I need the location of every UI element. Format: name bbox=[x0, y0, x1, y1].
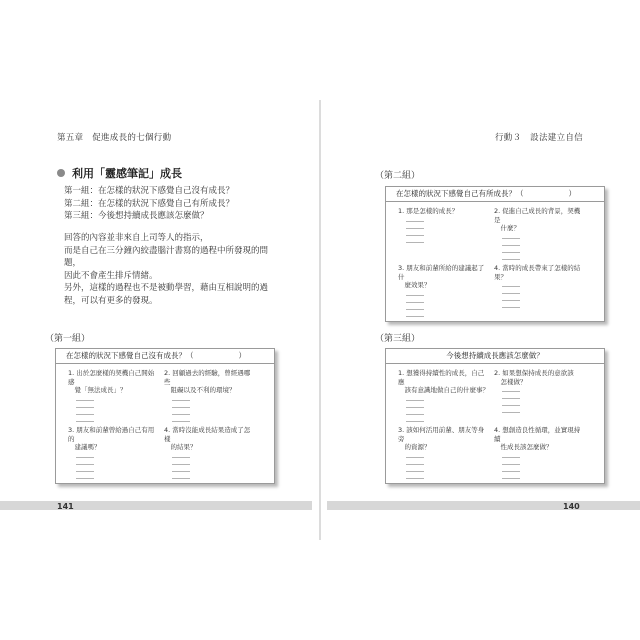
prompt-cell bbox=[398, 426, 490, 482]
footer-strip-right bbox=[327, 501, 640, 510]
answer-lines: ――― ――― ――― ――― bbox=[76, 453, 94, 482]
prompt-text: 2. 促進自己成長的背景，契機是 什麼？ bbox=[494, 207, 581, 232]
question-item: 第三組：今後想持續成長應該怎麼做？ bbox=[64, 211, 209, 221]
card-grid bbox=[386, 364, 604, 482]
bullet-icon bbox=[57, 169, 65, 177]
paragraph-line: 程，可以有更多的發現。 bbox=[64, 295, 158, 306]
card-title: 今後想持續成長應該怎麼做？ bbox=[386, 349, 604, 364]
section-heading bbox=[57, 165, 182, 181]
prompt-text: 4. 當時沒能成長結果造成了怎樣 的結果？ bbox=[164, 426, 251, 451]
question-list bbox=[64, 185, 304, 223]
prompt-cell bbox=[68, 369, 160, 425]
answer-lines: ――― ――― ――― ――― bbox=[502, 234, 520, 263]
answer-lines: ――― ――― ――― ――― bbox=[406, 217, 424, 246]
paragraph-line: 因此不會產生排斥情緒。 bbox=[64, 270, 158, 281]
page-number-left: 141 bbox=[57, 502, 74, 511]
answer-lines: ――― ――― ――― ――― bbox=[502, 453, 520, 482]
book-gutter bbox=[319, 100, 321, 540]
worksheet-card-3 bbox=[385, 348, 605, 484]
paragraph-line: 而是自己在三分鐘內絞盡腦汁書寫的過程中所發現的問 bbox=[64, 245, 269, 256]
worksheet-card-2 bbox=[385, 186, 605, 322]
group-label-1: （第一組） bbox=[45, 334, 91, 344]
prompt-text: 3. 朋友和前輩所給的建議起了什 麼效果？ bbox=[398, 264, 485, 289]
prompt-cell bbox=[398, 207, 490, 246]
answer-lines: ――― ――― ――― ――― bbox=[76, 396, 94, 425]
prompt-cell bbox=[68, 426, 160, 482]
prompt-cell bbox=[494, 426, 586, 482]
question-item: 第二組：在怎樣的狀況下感覺自己有所成長？ bbox=[64, 198, 235, 209]
paragraph-line: 題， bbox=[64, 258, 82, 268]
running-header-left: 第五章 促進成長的七個行動 bbox=[57, 133, 172, 143]
prompt-text: 1. 想獲得持續性的成長，自己應 該有意識地做自己的什麼事？ bbox=[398, 369, 489, 394]
worksheet-card-1 bbox=[55, 348, 275, 484]
prompt-text: 1. 出於怎麼樣的契機自己開始感 覺「無法成長」？ bbox=[68, 369, 155, 394]
card-title: 在怎樣的狀況下感覺自己沒有成長？（ ） bbox=[56, 349, 274, 364]
card-grid bbox=[56, 364, 274, 482]
card-title: 在怎樣的狀況下感覺自己有所成長？（ ） bbox=[386, 187, 604, 202]
prompt-cell bbox=[398, 369, 490, 425]
prompt-text: 3. 該如何活用前輩、朋友等身旁 的資源？ bbox=[398, 426, 485, 451]
paragraph-line: 另外，這樣的過程也不是被動學習，藉由互相說明的過 bbox=[64, 283, 269, 293]
prompt-text: 1. 那是怎樣的成長？ bbox=[398, 207, 459, 215]
prompt-cell bbox=[494, 207, 586, 263]
prompt-cell bbox=[494, 264, 586, 311]
answer-lines: ――― ――― ――― ――― bbox=[172, 453, 190, 482]
prompt-text: 2. 如果想保持成長的意欲該 怎樣做？ bbox=[494, 369, 574, 386]
card-grid bbox=[386, 202, 604, 320]
answer-lines: ――― ――― ――― ――― bbox=[406, 291, 424, 320]
page-number-right: 140 bbox=[563, 502, 580, 511]
prompt-cell bbox=[494, 369, 586, 416]
body-paragraph bbox=[64, 232, 304, 307]
answer-lines: ――― ――― ――― ――― bbox=[406, 453, 424, 482]
prompt-text: 2. 回顧過去的經驗，曾經遇哪些 阻礙以及不利的環境？ bbox=[164, 369, 251, 394]
running-header-right: 行動３ 設法建立自信 bbox=[494, 133, 583, 143]
group-label-2: （第二組） bbox=[375, 171, 421, 181]
answer-lines: ――― ――― ――― ――― bbox=[172, 396, 190, 425]
answer-lines: ――― ――― ――― ――― bbox=[406, 396, 424, 425]
prompt-cell bbox=[164, 426, 256, 482]
answer-lines: ――― ――― ――― ――― bbox=[502, 283, 520, 311]
prompt-text: 4. 想創造良性循環，並實現持續 性成長該怎麼做？ bbox=[494, 426, 581, 451]
paragraph-line: 回答的內容並非來自上司等人的指示， bbox=[64, 233, 209, 243]
group-label-3: （第三組） bbox=[375, 334, 421, 344]
prompt-cell bbox=[398, 264, 490, 320]
question-item: 第一組：在怎樣的狀況下感覺自己沒有成長？ bbox=[64, 186, 235, 196]
prompt-cell bbox=[164, 369, 256, 425]
prompt-text: 3. 朋友和前輩曾給過自己有用的 建議嗎？ bbox=[68, 426, 155, 451]
section-heading-text: 利用「靈感筆記」成長 bbox=[72, 167, 182, 180]
prompt-text: 4. 當時的成長帶來了怎樣的結果？ bbox=[494, 264, 581, 281]
answer-lines: ――― ――― ――― ――― bbox=[502, 388, 520, 416]
footer-strip-left bbox=[0, 501, 312, 510]
